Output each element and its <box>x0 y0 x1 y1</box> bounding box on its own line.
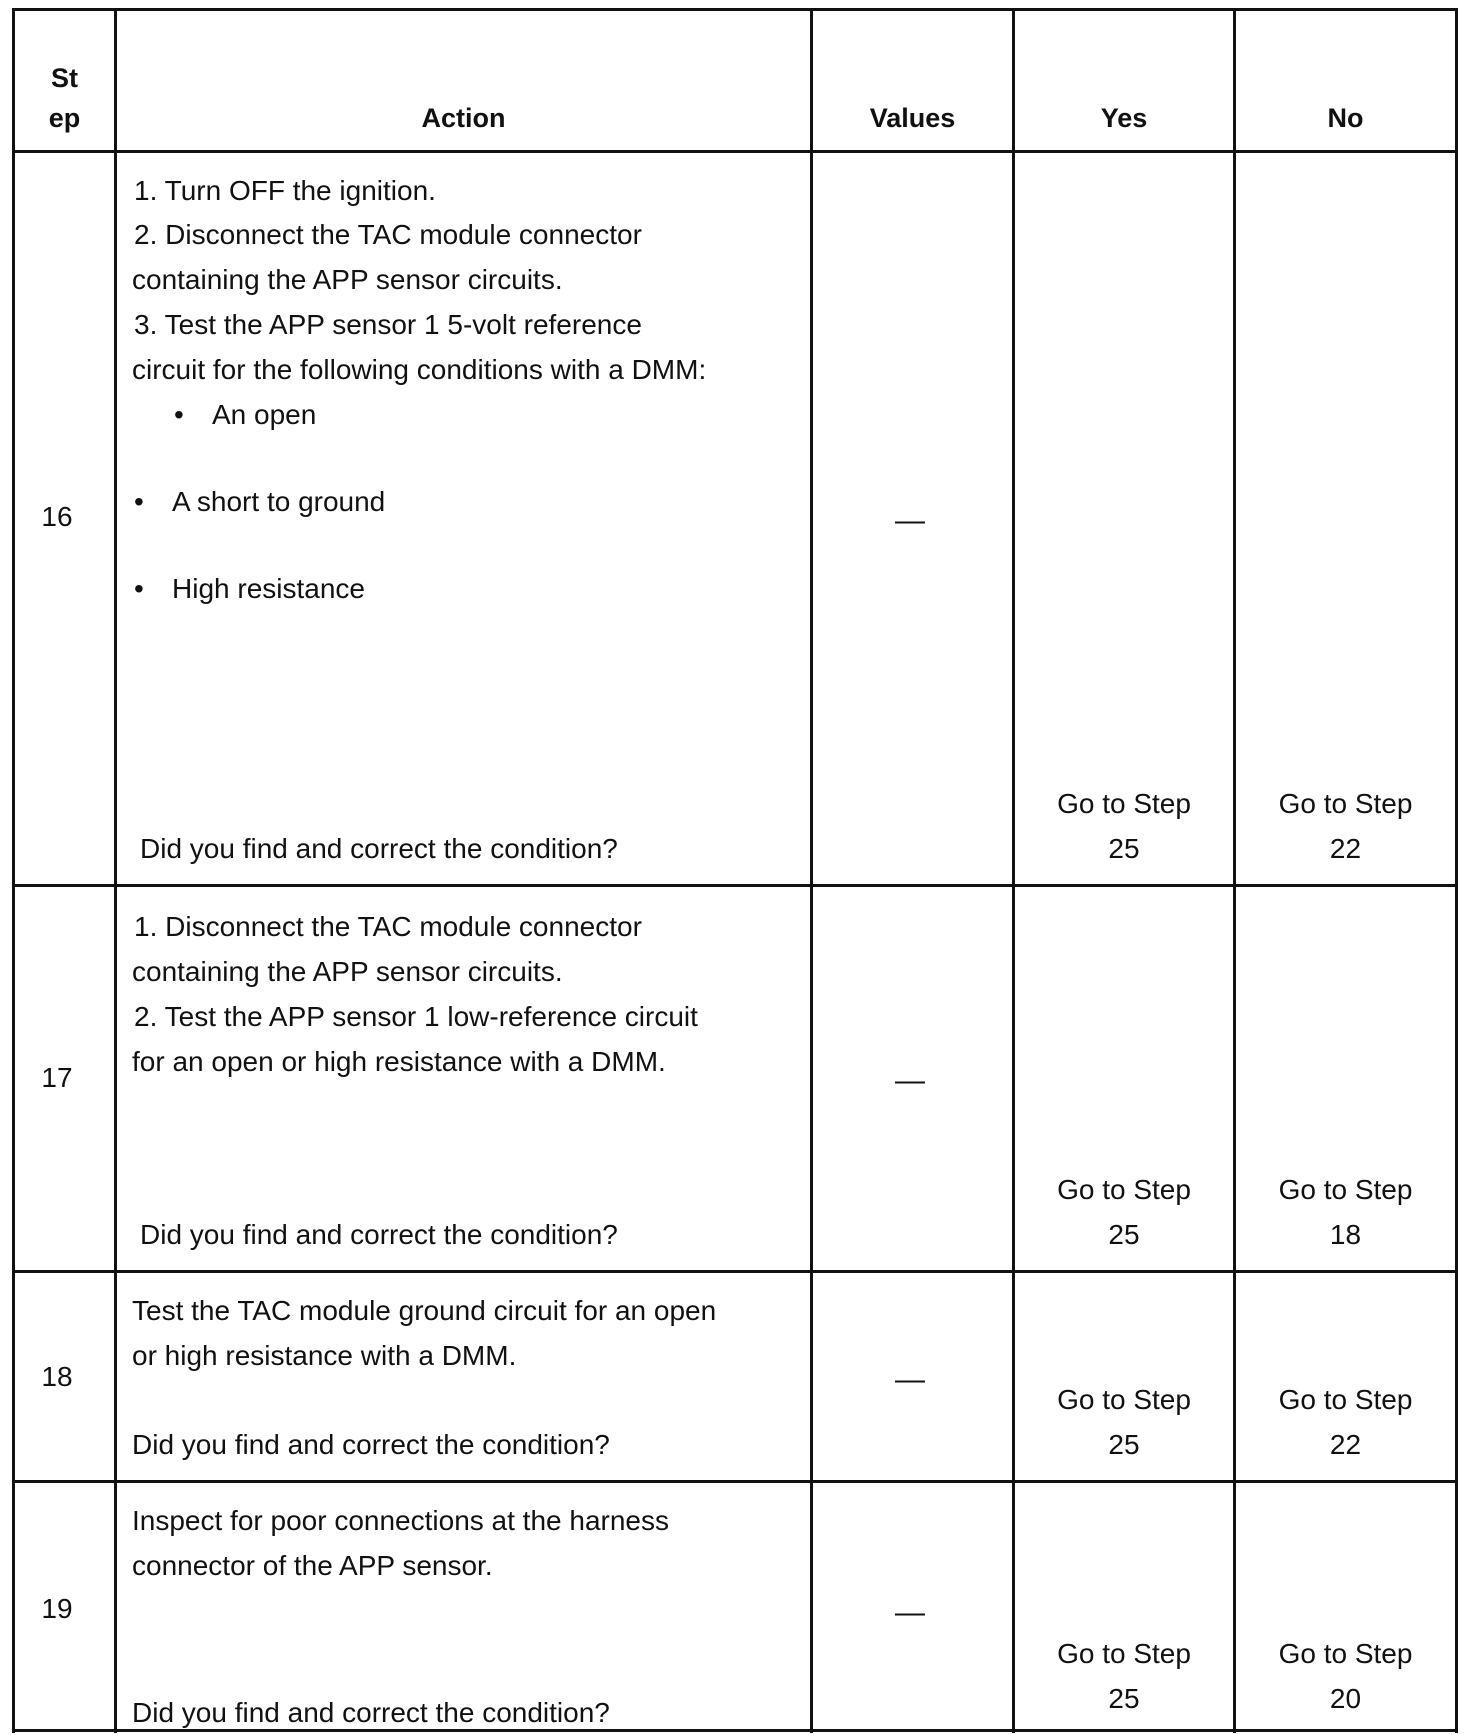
header-values: Values <box>869 103 956 133</box>
action-line: or high resistance with a DMM. <box>132 1340 517 1371</box>
row-divider <box>12 1270 1458 1273</box>
value-dash: — <box>895 1596 925 1629</box>
action-line: for an open or high resistance with a DMM. <box>132 1046 666 1077</box>
table-border-right <box>1455 9 1458 1733</box>
no-goto-step: 22 <box>1329 833 1362 864</box>
no-goto-step: 20 <box>1329 1683 1362 1714</box>
action-line: Inspect for poor connections at the harness <box>132 1505 669 1536</box>
no-goto-label: Go to Step <box>1278 1638 1413 1669</box>
action-line: circuit for the following conditions with a DMM: <box>132 354 707 385</box>
column-divider <box>1233 9 1236 1733</box>
no-goto-step: 18 <box>1329 1219 1362 1250</box>
action-line: 2. Test the APP sensor 1 low-reference circuit <box>134 1001 698 1032</box>
action-line: 2. Disconnect the TAC module connector <box>134 219 642 250</box>
yes-goto-step: 25 <box>1108 1219 1140 1250</box>
action-line: containing the APP sensor circuits. <box>132 264 563 295</box>
step-number: 17 <box>41 1062 73 1093</box>
no-goto-label: Go to Step <box>1278 1384 1413 1415</box>
no-goto-label: Go to Step <box>1278 1174 1413 1205</box>
yes-goto-label: Go to Step <box>1057 788 1191 819</box>
step-number: 19 <box>41 1593 73 1624</box>
row-divider <box>12 884 1458 887</box>
bullet-item: High resistance <box>172 573 365 604</box>
bullet-marker: • <box>134 486 144 517</box>
action-line: 1. Turn OFF the ignition. <box>134 175 436 206</box>
action-line: Test the TAC module ground circuit for an open <box>132 1295 717 1326</box>
value-dash: — <box>895 1363 925 1396</box>
column-divider <box>1012 9 1015 1733</box>
action-line: connector of the APP sensor. <box>132 1550 493 1581</box>
yes-goto-label: Go to Step <box>1057 1384 1191 1415</box>
table-border-top <box>12 8 1458 11</box>
step-number: 18 <box>41 1361 73 1392</box>
yes-goto-label: Go to Step <box>1057 1174 1191 1205</box>
header-action: Action <box>421 103 506 133</box>
header-yes: Yes <box>1100 103 1148 133</box>
column-divider <box>810 9 813 1733</box>
step-number: 16 <box>41 501 73 532</box>
header-step-line1: St <box>51 63 78 93</box>
bullet-item: A short to ground <box>172 486 386 517</box>
yes-goto-label: Go to Step <box>1057 1638 1191 1669</box>
action-question: Did you find and correct the condition? <box>140 833 618 864</box>
table-border-left <box>12 9 15 1733</box>
no-goto-label: Go to Step <box>1278 788 1413 819</box>
bullet-marker: • <box>134 573 144 604</box>
header-step-line2: ep <box>48 103 81 133</box>
value-dash: — <box>895 504 925 537</box>
row-divider <box>12 1480 1458 1483</box>
action-question: Did you find and correct the condition? <box>140 1219 618 1250</box>
value-dash: — <box>895 1064 925 1097</box>
action-line: containing the APP sensor circuits. <box>132 956 563 987</box>
header-divider <box>12 150 1458 153</box>
header-no: No <box>1327 103 1364 133</box>
bullet-marker: • <box>174 399 184 430</box>
no-goto-step: 22 <box>1329 1429 1362 1460</box>
action-line: 1. Disconnect the TAC module connector <box>134 911 642 942</box>
action-question: Did you find and correct the condition? <box>132 1429 610 1460</box>
action-line: 3. Test the APP sensor 1 5-volt reference <box>134 309 642 340</box>
yes-goto-step: 25 <box>1108 1683 1140 1714</box>
action-question: Did you find and correct the condition? <box>132 1697 610 1728</box>
column-divider <box>114 9 117 1733</box>
yes-goto-step: 25 <box>1108 833 1140 864</box>
bullet-item: An open <box>212 399 317 430</box>
yes-goto-step: 25 <box>1108 1429 1140 1460</box>
